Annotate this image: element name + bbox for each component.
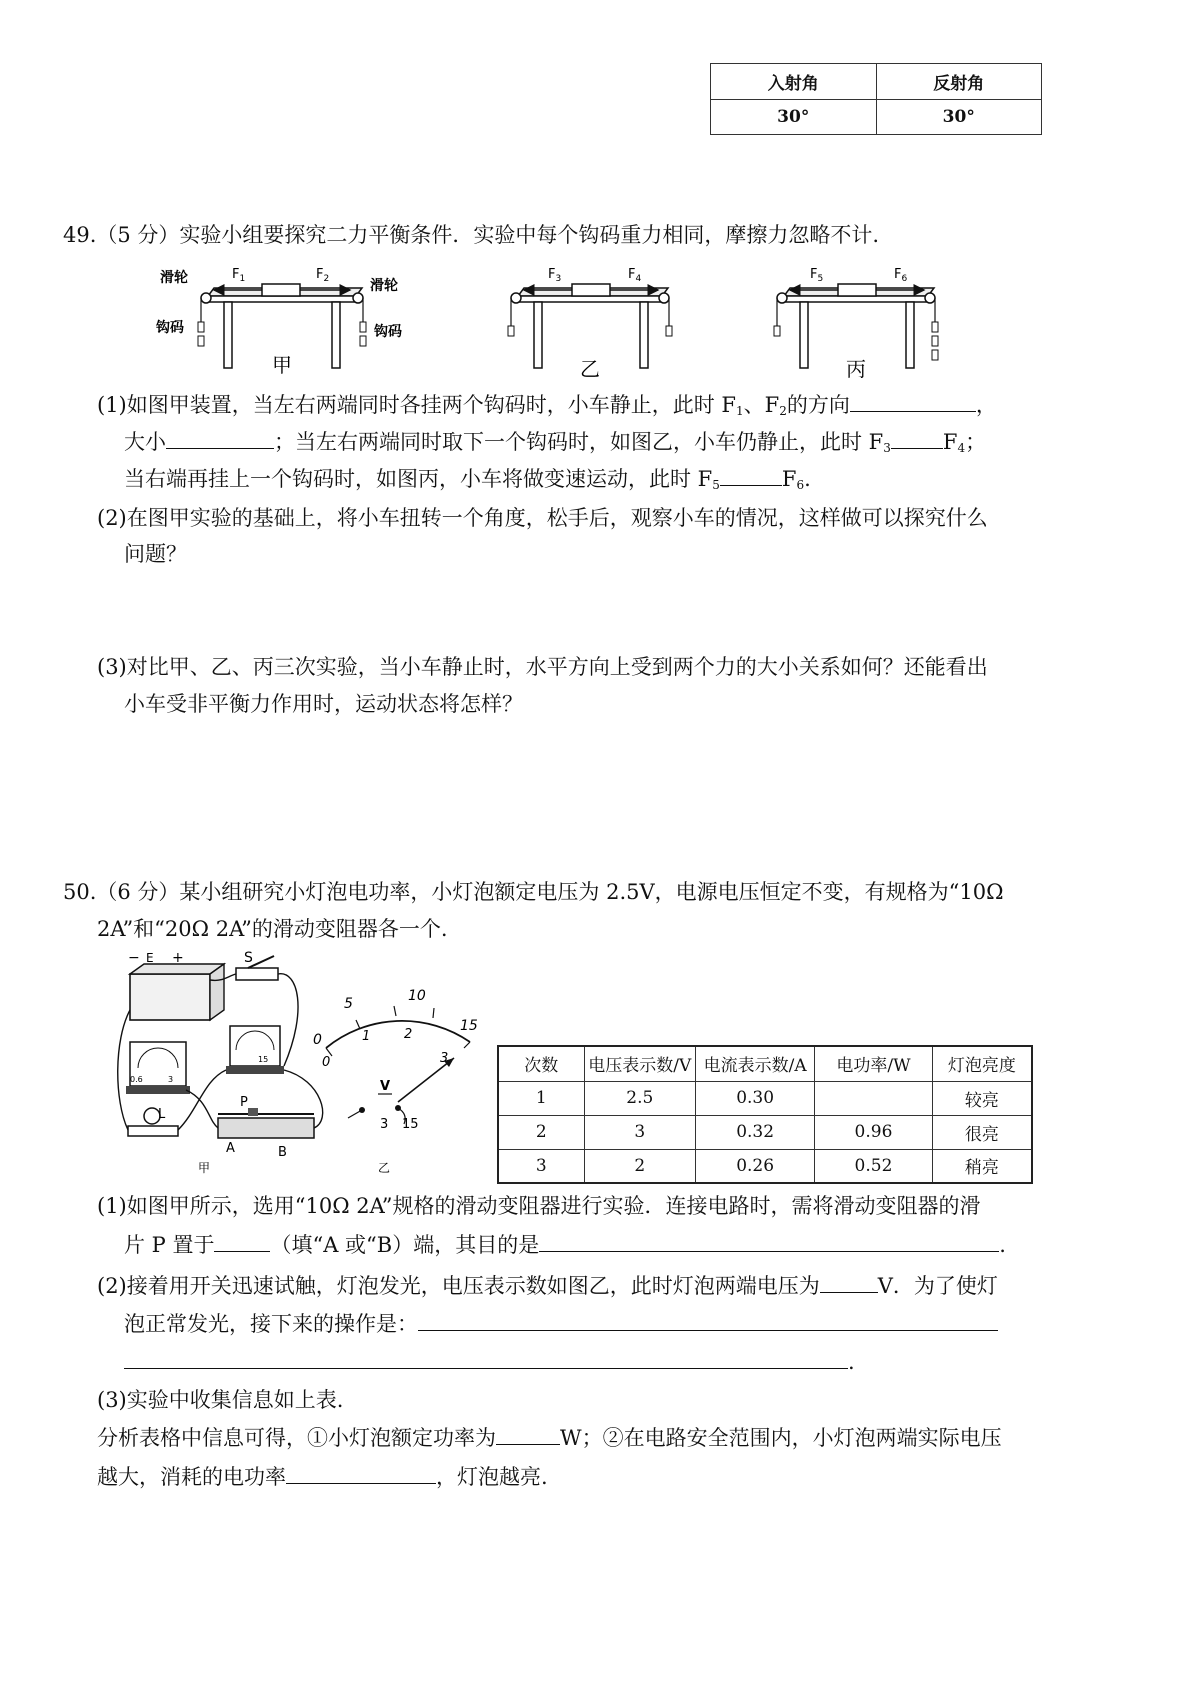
q50-part1-line1: (1)如图甲所示，选用“10Ω 2A”规格的滑动变阻器进行实验．连接电路时，需将滑动变阻器的滑 <box>97 1194 981 1218</box>
f5-label: $F_5$ <box>810 267 824 284</box>
table-cell: 3 <box>498 1149 584 1183</box>
q50-part1-line2: 片 P 置于 （填“A 或“B）端，其目的是 . <box>124 1233 1006 1257</box>
setup-yi <box>508 284 672 368</box>
table-cell: 1 <box>498 1081 584 1115</box>
f4-label: $F_4$ <box>628 267 642 284</box>
answer-blank-f3-f4[interactable] <box>891 428 943 449</box>
table-cell: 很亮 <box>932 1115 1032 1149</box>
table-header-cell: 电压表示数/V <box>584 1046 695 1081</box>
q50-part2-line2: 泡正常发光，接下来的操作是： <box>124 1310 998 1337</box>
f6-label: $F_6$ <box>894 267 908 284</box>
q50-part2-line1: (2)接着用开关迅速试触，灯泡发光，电压表示数如图乙，此时灯泡两端电压为 V．为了使灯 <box>97 1274 998 1298</box>
table-cell: 2 <box>498 1115 584 1149</box>
q50-part2-line3: . <box>124 1348 855 1375</box>
q49-header: 49.（5 分）实验小组要探究二力平衡条件．实验中每个钩码重力相同，摩擦力忽略不计. <box>63 223 880 247</box>
terminal-15-label: 15 <box>402 1117 419 1132</box>
scale-bottom-tick: 1 <box>362 1029 371 1044</box>
rheostat-a-label: A <box>226 1141 235 1156</box>
battery-plus-label: + <box>172 950 184 966</box>
table-cell: 0.96 <box>815 1115 932 1149</box>
q49-part1-line3: 当右端再挂上一个钩码时，如图丙，小车将做变速运动，此时 $F_5$ $F_6$. <box>124 467 811 492</box>
ammeter-terminal-label: 0.6 <box>130 1075 143 1084</box>
pulley-label-left: 滑轮 <box>160 270 188 286</box>
q49-part1-line2: 大小 ；当左右两端同时取下一个钩码时，如图乙，小车仍静止，此时 $F_3$ $F_4$； <box>124 430 987 455</box>
scale-top-tick: 15 <box>460 1018 478 1034</box>
incidence-reflection-table <box>710 63 1042 135</box>
battery-minus-label: − <box>128 950 140 966</box>
fig-label-jia: 甲 <box>198 1161 211 1175</box>
answer-blank-operation[interactable] <box>418 1310 998 1331</box>
table-cell: 0.32 <box>695 1115 814 1149</box>
terminal-3-label: 3 <box>380 1117 389 1132</box>
scale-top-tick: 0 <box>313 1032 322 1048</box>
table-header-cell: 电流表示数/A <box>695 1046 814 1081</box>
table-cell: 2.5 <box>584 1081 695 1115</box>
q49-balance-figure <box>150 258 980 382</box>
table-cell: 2 <box>584 1149 695 1183</box>
q50-part3: (3)实验中收集信息如上表. <box>97 1388 344 1412</box>
table-cell: 0.52 <box>815 1149 932 1183</box>
table-header-cell: 次数 <box>498 1046 584 1081</box>
table-cell: 较亮 <box>932 1081 1032 1115</box>
rheostat-p-label: P <box>240 1095 248 1110</box>
battery-e-label: E <box>146 951 154 965</box>
answer-blank-rated-power[interactable] <box>496 1424 560 1445</box>
switch-s-label: S <box>244 950 253 966</box>
answer-blank-magnitude[interactable] <box>166 428 274 449</box>
answer-blank-operation-cont[interactable] <box>124 1348 848 1369</box>
rheostat-b-label: B <box>278 1145 287 1160</box>
q49-part2-line2: 问题？ <box>124 542 187 566</box>
ammeter-terminal-label: 3 <box>168 1075 174 1084</box>
pulley-label-right: 滑轮 <box>370 278 398 294</box>
answer-blank-power-trend[interactable] <box>286 1463 436 1484</box>
f1-label: $F_1$ <box>232 267 246 284</box>
q50-circuit-figure <box>108 950 486 1182</box>
table-header-cell: 反射角 <box>876 64 1042 100</box>
table-cell: 稍亮 <box>932 1149 1032 1183</box>
q49-part3-line2: 小车受非平衡力作用时，运动状态将怎样？ <box>124 692 523 716</box>
fig-label-bing: 丙 <box>846 357 866 381</box>
table-header-cell: 电功率/W <box>815 1046 932 1081</box>
fig-label-yi: 乙 <box>378 1161 391 1175</box>
lamp-l-label: L <box>158 1107 166 1122</box>
answer-blank-f5-f6[interactable] <box>720 465 782 486</box>
table-cell: 0.30 <box>695 1081 814 1115</box>
f3-label: $F_3$ <box>548 267 562 284</box>
table-cell: 0.26 <box>695 1149 814 1183</box>
scale-bottom-tick: 3 <box>440 1051 449 1066</box>
answer-blank-p-position[interactable] <box>214 1231 270 1252</box>
voltmeter-v-label: V <box>380 1079 391 1094</box>
f2-label: $F_2$ <box>316 267 330 284</box>
weight-label-right: 钩码 <box>374 324 402 340</box>
setup-bing <box>774 284 938 368</box>
table-header-cell: 灯泡亮度 <box>932 1046 1032 1081</box>
q50-header-line1: 50.（6 分）某小组研究小灯泡电功率，小灯泡额定电压为 2.5V，电源电压恒定不变，有规格为“10Ω <box>63 880 1004 904</box>
table-cell: 30° <box>876 100 1042 135</box>
q49-part1-line1: (1)如图甲装置，当左右两端同时各挂两个钩码时，小车静止，此时 $F_1$、$F_2$的方向 ， <box>97 393 997 418</box>
table-cell <box>815 1081 932 1115</box>
scale-bottom-tick: 2 <box>404 1027 413 1042</box>
voltmeter-terminal-label: 15 <box>258 1055 269 1064</box>
q50-header-line2: 2A”和“20Ω 2A”的滑动变阻器各一个. <box>97 917 448 941</box>
table-cell: 30° <box>711 100 877 135</box>
scale-bottom-tick: 0 <box>322 1055 331 1070</box>
scale-top-tick: 10 <box>408 988 426 1004</box>
q49-part3-line1: (3)对比甲、乙、丙三次实验，当小车静止时，水平方向上受到两个力的大小关系如何？还能看出 <box>97 655 988 679</box>
table-header-cell: 入射角 <box>711 64 877 100</box>
answer-blank-voltage[interactable] <box>820 1272 878 1293</box>
q50-data-table <box>497 1045 1033 1184</box>
q50-analysis-line2: 越大，消耗的电功率 ，灯泡越亮. <box>97 1465 548 1489</box>
q49-part2-line1: (2)在图甲实验的基础上，将小车扭转一个角度，松手后，观察小车的情况，这样做可以探究什么 <box>97 506 988 530</box>
scale-top-tick: 5 <box>344 996 353 1012</box>
weight-label-left: 钩码 <box>156 320 184 336</box>
fig-label-yi: 乙 <box>580 357 600 381</box>
fig-label-jia: 甲 <box>272 353 292 377</box>
table-cell: 3 <box>584 1115 695 1149</box>
answer-blank-direction[interactable] <box>850 391 976 412</box>
answer-blank-purpose[interactable] <box>539 1231 999 1252</box>
q50-analysis-line1: 分析表格中信息可得，①小灯泡额定功率为 W；②在电路安全范围内，小灯泡两端实际电压 <box>97 1426 1002 1450</box>
